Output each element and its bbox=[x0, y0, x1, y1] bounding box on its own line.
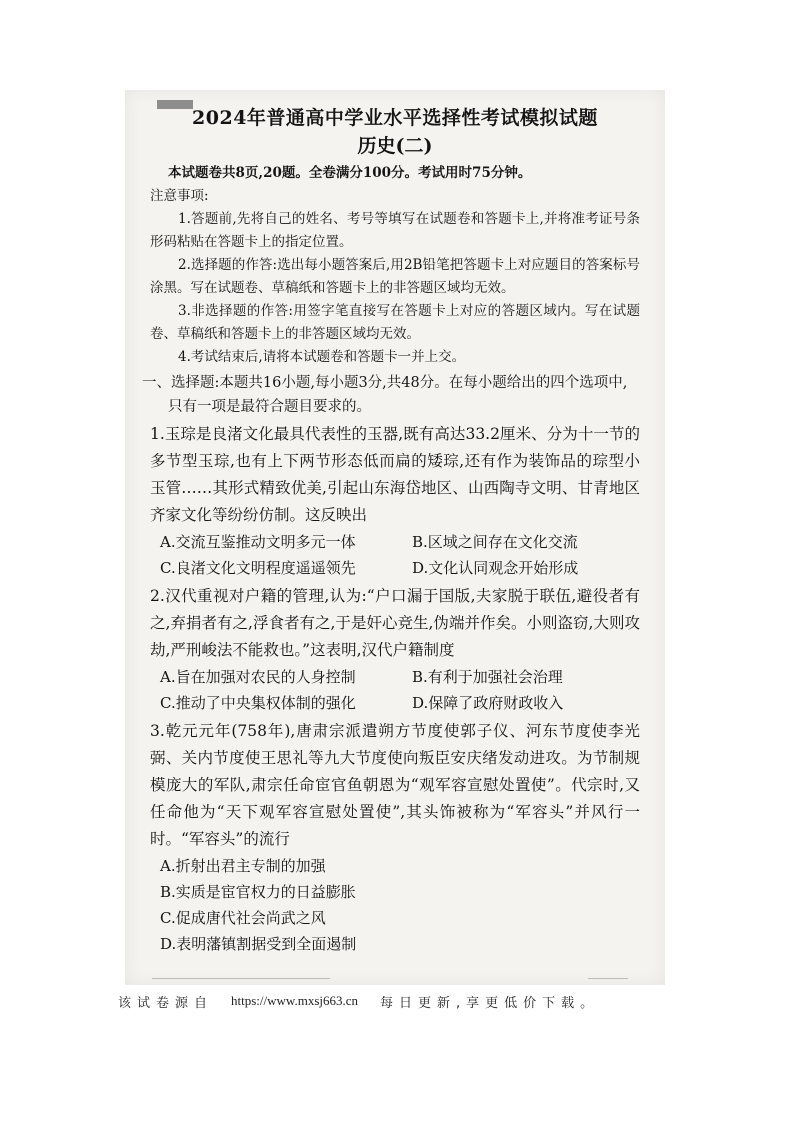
footer-rule-left bbox=[152, 978, 330, 979]
question-stem: 3.乾元元年(758年),唐肃宗派遣朔方节度使郭子仪、河东节度使李光弼、关内节度使王思礼等九大节度使向叛臣安庆绪发动进攻。为节制规模庞大的军队,肃宗任命宦官鱼朝恩为“观军容宣慰处置使”。代宗时,又任命他为“天下观军容宣慰处置使”,其头饰被称为“军容头”并风行一时。“军容头”的流行 bbox=[150, 722, 640, 848]
section-heading: 一、选择题:本题共16小题,每小题3分,共48分。在每小题给出的四个选项中,只有一项是最符合题目要求的。 bbox=[142, 375, 628, 415]
footer-promo-text: 每日更新,享更低价下载。 bbox=[380, 995, 600, 1011]
footer-bar bbox=[118, 990, 688, 1012]
option-c: C.良渚文化文明程度遥遥领先 bbox=[160, 559, 356, 577]
notes-heading: 注意事项: bbox=[150, 188, 209, 204]
note-item: 1.答题前,先将自己的姓名、考号等填写在试题卷和答题卡上,并将准考证号条形码粘贴在答题卡上的指定位置。 bbox=[150, 211, 640, 250]
option-c: C.推动了中央集权体制的强化 bbox=[160, 694, 356, 712]
exam-subtitle: 历史(二) bbox=[357, 135, 433, 157]
question-stem: 1.玉琮是良渚文化最具代表性的玉器,既有高达33.2厘米、分为十一节的多节型玉琮,也有上下两节形态低而扁的矮琮,还有作为装饰品的琮型小玉管……其形式精致优美,引起山东海岱地区、山西陶寺文明、甘青地区齐家文化等纷纷仿制。这反映出 bbox=[150, 425, 640, 524]
footer-rule-right bbox=[588, 978, 628, 979]
option-c: C.促成唐代社会尚武之风 bbox=[160, 909, 326, 927]
option-a: A.交流互鉴推动文明多元一体 bbox=[160, 533, 356, 551]
question-3 bbox=[150, 718, 640, 957]
option-d: D.文化认同观念开始形成 bbox=[412, 559, 579, 577]
option-b: B.区域之间存在文化交流 bbox=[412, 533, 578, 551]
note-item: 4.考试结束后,请将本试题卷和答题卡一并上交。 bbox=[178, 349, 466, 365]
note-item: 2.选择题的作答:选出每小题答案后,用2B铅笔把答题卡上对应题目的答案标号涂黑。写在试题卷、草稿纸和答题卡上的非答题区域均无效。 bbox=[150, 257, 640, 296]
footer-source-label: 该试卷源自 bbox=[118, 995, 214, 1011]
exam-meta: 本试题卷共8页,20题。全卷满分100分。考试用时75分钟。 bbox=[168, 165, 532, 181]
question-2 bbox=[150, 583, 640, 716]
option-list bbox=[150, 529, 640, 581]
exam-page bbox=[142, 104, 640, 957]
option-d: D.表明藩镇割据受到全面遏制 bbox=[160, 935, 357, 953]
exam-title: 2024年普通高中学业水平选择性考试模拟试题 bbox=[192, 107, 598, 129]
option-b: B.实质是宦官权力的日益膨胀 bbox=[160, 883, 356, 901]
question-stem: 2.汉代重视对户籍的管理,认为:“户口漏于国版,夫家脱于联伍,避役者有之,弃捐者有之,浮食者有之,于是奸心竞生,伪端并作矣。小则盗窃,大则攻劫,严刑峻法不能救也。”这表明,汉代户籍制度 bbox=[150, 587, 640, 659]
option-list bbox=[150, 853, 640, 957]
option-list bbox=[150, 664, 640, 716]
option-a: A.折射出君主专制的加强 bbox=[160, 857, 326, 875]
option-b: B.有利于加强社会治理 bbox=[412, 668, 563, 686]
note-item: 3.非选择题的作答:用签字笔直接写在答题卡上对应的答题区域内。写在试题卷、草稿纸和答题卡上的非答题区域均无效。 bbox=[150, 303, 640, 342]
question-1 bbox=[150, 421, 640, 581]
option-a: A.旨在加强对农民的人身控制 bbox=[160, 668, 356, 686]
option-d: D.保障了政府财政收入 bbox=[412, 694, 564, 712]
footer-link[interactable]: https://www.mxsj663.cn bbox=[231, 993, 359, 1008]
